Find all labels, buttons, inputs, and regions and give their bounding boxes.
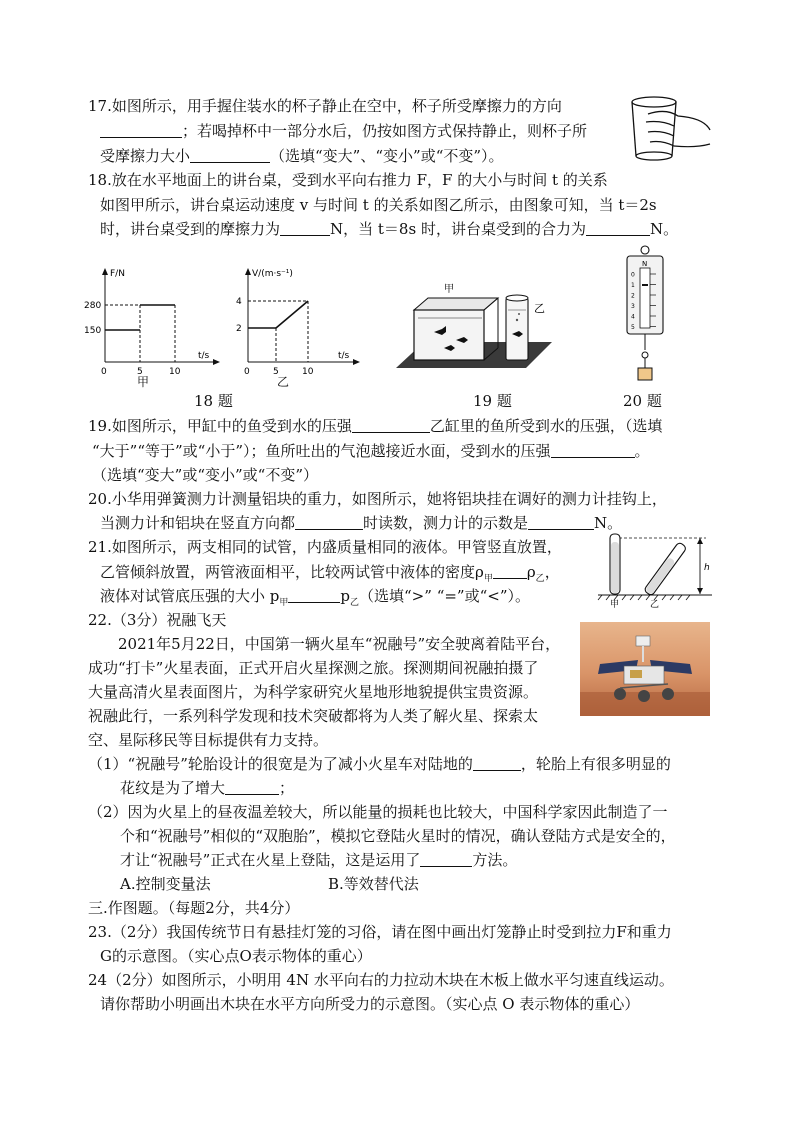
q22-sub1-line2: 花纹是为了增大 ； xyxy=(120,779,295,797)
q22-option-a[interactable]: A.控制变量法 xyxy=(120,875,211,893)
graph-jia-force-time xyxy=(80,262,230,380)
q17-line1: 17.如图所示，用手握住装水的杯子静止在空中，杯子所受摩擦力的方向 xyxy=(88,97,562,115)
q22-sub2-line3: 才让“祝融号”正式在火星上登陆，这是运用了 方法。 xyxy=(120,851,518,869)
q18-line1: 18.放在水平地面上的讲台桌，受到水平向右推力 F，F 的大小与时间 t 的关系 xyxy=(88,171,608,189)
tank-jia-label: 甲 xyxy=(444,284,454,295)
q22-passage-line1: 2021年5月22日，中国第一辆火星车“祝融号”安全驶离着陆平台， xyxy=(118,635,561,653)
q21-answer-blank-1[interactable] xyxy=(493,563,527,579)
q21-answer-blank-2[interactable] xyxy=(288,587,340,603)
jia-tick-150: 150 xyxy=(84,326,102,336)
scale-tick-label: 4 xyxy=(631,313,635,321)
q24-line2: 请你帮助小明画出木块在水平方向所受力的示意图。（实心点 O 表示物体的重心） xyxy=(100,995,640,1013)
jia-tick-10: 10 xyxy=(169,367,181,377)
yi-tick-2: 2 xyxy=(236,324,242,334)
q20-line2: 当测力计和铝块在竖直方向都 时读数，测力计的示数是 N。 xyxy=(100,514,623,532)
q19-answer-blank-2[interactable] xyxy=(551,442,635,458)
q19-line1: 19.如图所示，甲缸中的鱼受到水的压强 乙缸里的鱼所受到水的压强，（选填 xyxy=(88,417,663,435)
q18-line3: 时，讲台桌受到的摩擦力为 N，当 t＝8s 时，讲台桌受到的合力为 N。 xyxy=(100,220,679,238)
q20-answer-blank-2[interactable] xyxy=(528,514,594,530)
jia-y-axis-label: F/N xyxy=(110,269,125,279)
yi-tick-10: 10 xyxy=(302,367,314,377)
fish-tanks-figure xyxy=(396,270,556,374)
scale-unit-label: N xyxy=(642,260,648,268)
mars-rover-photo xyxy=(580,622,710,716)
q22-answer-blank-2[interactable] xyxy=(225,779,279,795)
q17-answer-blank-2[interactable] xyxy=(190,147,270,163)
scale-tick-label: 0 xyxy=(631,271,635,279)
q22-answer-blank-3[interactable] xyxy=(420,851,472,867)
scale-tick-label: 2 xyxy=(631,292,635,300)
q22-sub2-line1: （2）因为火星上的昼夜温差较大，所以能量的损耗也比较大，中国科学家因此制造了一 xyxy=(88,803,668,821)
q21-line3: 液体对试管底压强的大小 $p_甲$ $p_乙$（选填“>” “=”或“<”）。 xyxy=(100,587,531,608)
q22-passage-line4: 祝融此行，一系列科学发现和技术突破都将为人类了解火星、探索太 xyxy=(88,707,539,725)
q24-line1: 24（2分）如图所示，小明用 4N 水平向右的力拉动木块在木板上做水平匀速直线运动。 xyxy=(88,971,674,989)
q22-answer-blank-1[interactable] xyxy=(473,755,521,771)
jia-x-axis-label: t/s xyxy=(198,351,210,361)
jia-tick-5: 5 xyxy=(137,367,143,377)
scale-tick-label: 3 xyxy=(631,303,635,310)
q23-line2: G的示意图。（实心点O表示物体的重心） xyxy=(100,947,372,965)
q21-line1: 21.如图所示，两支相同的试管，内盛质量相同的液体。甲管竖直放置， xyxy=(88,538,562,556)
hand-holding-cup-figure xyxy=(618,94,714,164)
jia-tick-280: 280 xyxy=(84,301,102,311)
yi-x-origin: 0 xyxy=(244,367,250,377)
q22-passage-line3: 大量高清火星表面图片，为科学家研究火星地形地貌提供宝贵资源。 xyxy=(88,683,539,701)
q22-passage-line2: 成功“打卡”火星表面，正式开启火星探测之旅。探测期间祝融拍摄了 xyxy=(88,659,539,677)
q18-answer-blank-1[interactable] xyxy=(280,220,330,236)
jia-x-origin: 0 xyxy=(101,367,107,377)
q19-line2: “大于”“等于”或“小于”）；鱼所吐出的气泡越接近水面，受到水的压强 。 xyxy=(92,442,650,460)
q21-line2: 乙管倾斜放置，两管液面相平，比较两试管中液体的密度$\rho_甲$ $\rho_乙$， xyxy=(100,563,560,584)
graph-jia-name: 甲 xyxy=(137,375,150,389)
tube-jia-label: 甲 xyxy=(610,600,620,608)
q22-sub1-line1: （1）“祝融号”轮胎设计的很宽是为了减小火星车对陆地的 ，轮胎上有很多明显的 xyxy=(88,755,671,773)
tank-yi-label: 乙 xyxy=(534,302,545,315)
q18-line2: 如图甲所示，讲台桌运动速度 v 与时间 t 的关系如图乙所示，由图象可知，当 t＝2s xyxy=(100,196,657,214)
q18-answer-blank-2[interactable] xyxy=(586,220,650,236)
graph-yi-name: 乙 xyxy=(277,375,290,389)
q17-line3: 受摩擦力大小 （选填“变大”、“变小”或“不变”）。 xyxy=(100,147,504,165)
yi-y-axis-label: V/(m·s⁻¹) xyxy=(252,269,293,279)
spring-scale-figure xyxy=(618,244,672,384)
scale-tick-label: 1 xyxy=(631,282,635,289)
q22-sub2-line2: 个和“祝融号”相似的“双胞胎”，模拟它登陆火星时的情况，确认登陆方式是安全的， xyxy=(120,827,676,845)
q20-line1: 20.小华用弹簧测力计测量铝块的重力，如图所示，她将铝块挂在调好的测力计挂钩上， xyxy=(88,490,667,508)
test-tubes-figure xyxy=(596,530,716,608)
yi-tick-5: 5 xyxy=(273,367,279,377)
q22-passage-line5: 空、星际移民等目标提供有力支持。 xyxy=(88,731,329,749)
q19-answer-blank-1[interactable] xyxy=(352,417,430,433)
q22-title: 22.（3分）祝融飞天 xyxy=(88,611,227,629)
tube-height-label: h xyxy=(704,563,710,573)
caption-19: 19 题 xyxy=(473,392,512,410)
q17-line2: ；若喝掉杯中一部分水后，仍按如图方式保持静止，则杯子所 xyxy=(100,121,587,141)
q22-option-b[interactable]: B.等效替代法 xyxy=(328,875,419,893)
yi-tick-4: 4 xyxy=(236,297,242,307)
q20-answer-blank-1[interactable] xyxy=(295,514,363,530)
section-3-heading: 三.作图题。（每题2分，共4分） xyxy=(88,899,300,917)
scale-tick-label: 5 xyxy=(631,324,635,331)
caption-20: 20 题 xyxy=(623,392,662,410)
graph-yi-velocity-time xyxy=(226,262,376,380)
q19-line3: （选填“变大”或“变小”或“不变”） xyxy=(92,466,319,484)
q23-line1: 23.（2分）我国传统节日有悬挂灯笼的习俗，请在图中画出灯笼静止时受到拉力F和重力 xyxy=(88,923,672,941)
yi-x-axis-label: t/s xyxy=(338,351,350,361)
q17-answer-blank-1[interactable] xyxy=(100,122,182,138)
caption-18: 18 题 xyxy=(194,392,233,410)
tube-yi-label: 乙 xyxy=(650,600,660,608)
